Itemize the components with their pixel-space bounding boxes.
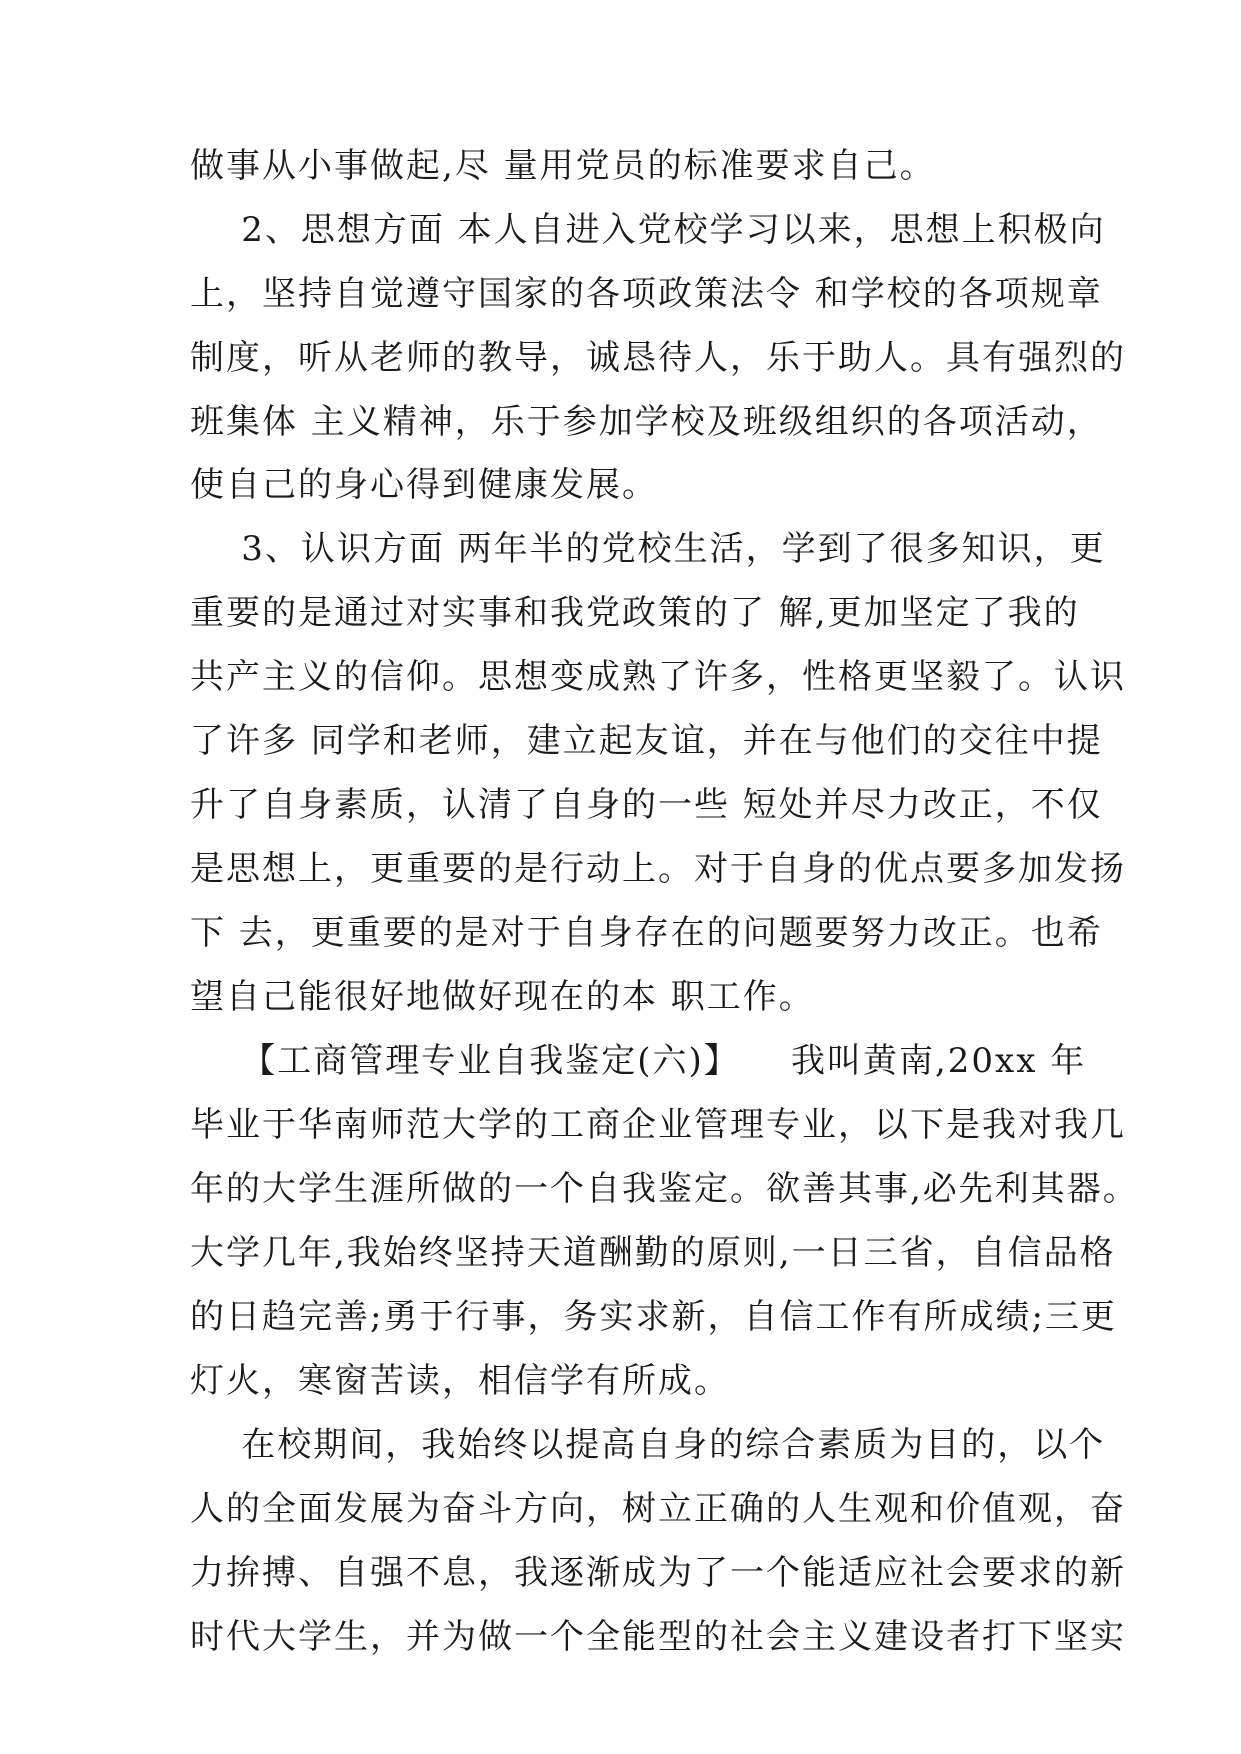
text-line: 的日趋完善;勇于行事，务实求新，自信工作有所成绩;三更 [190, 1297, 1117, 1337]
text-line: 力拚搏、自强不息，我逐渐成为了一个能适应社会要求的新 [190, 1553, 1126, 1593]
text-line: 制度，听从老师的教导，诚恳待人，乐于助人。具有强烈的 [190, 338, 1126, 378]
text-line: 重要的是通过对实事和我党政策的了 解,更加坚定了我的 [190, 593, 1080, 633]
text-line: 上，坚持自觉遵守国家的各项政策法令 和学校的各项规章 [190, 274, 1103, 314]
text-line: 大学几年,我始终坚持天道酬勤的原则,一日三省，自信品格 [190, 1233, 1116, 1273]
text-line: 灯火，寒窗苦读，相信学有所成。 [190, 1361, 730, 1401]
text-line: 2、思想方面 本人自进入党校学习以来，思想上积极向 [190, 210, 1106, 250]
text-line: 使自己的身心得到健康发展。 [190, 465, 658, 505]
text-line: 班集体 主义精神，乐于参加学校及班级组织的各项活动， [190, 402, 1103, 442]
text-line: 是思想上，更重要的是行动上。对于自身的优点要多加发扬 [190, 849, 1126, 889]
section-heading-line: 【工商管理专业自我鉴定(六)】 我叫黄南,20xx 年 [190, 1041, 1087, 1081]
text-line: 下 去，更重要的是对于自身存在的问题要努力改正。也希 [190, 913, 1103, 953]
text-line: 升了自身素质，认清了自身的一些 短处并尽力改正，不仅 [190, 785, 1103, 825]
text-line: 做事从小事做起,尽 量用党员的标准要求自己。 [190, 146, 936, 186]
text-line: 3、认识方面 两年半的党校生活，学到了很多知识，更 [190, 529, 1106, 569]
text-line: 时代大学生，并为做一个全能型的社会主义建设者打下坚实 [190, 1617, 1126, 1657]
text-line: 年的大学生涯所做的一个自我鉴定。欲善其事,必先利其器。 [190, 1169, 1139, 1209]
text-line: 在校期间，我始终以提高自身的综合素质为目的，以个 [190, 1425, 1106, 1465]
text-line: 毕业于华南师范大学的工商企业管理专业，以下是我对我几 [190, 1105, 1126, 1145]
text-line: 望自己能很好地做好现在的本 职工作。 [190, 977, 815, 1017]
text-line: 共产主义的信仰。思想变成熟了许多，性格更坚毅了。认识 [190, 657, 1126, 697]
text-line: 了许多 同学和老师，建立起友谊，并在与他们的交往中提 [190, 721, 1103, 761]
text-line: 人的全面发展为奋斗方向，树立正确的人生观和价值观，奋 [190, 1489, 1126, 1529]
